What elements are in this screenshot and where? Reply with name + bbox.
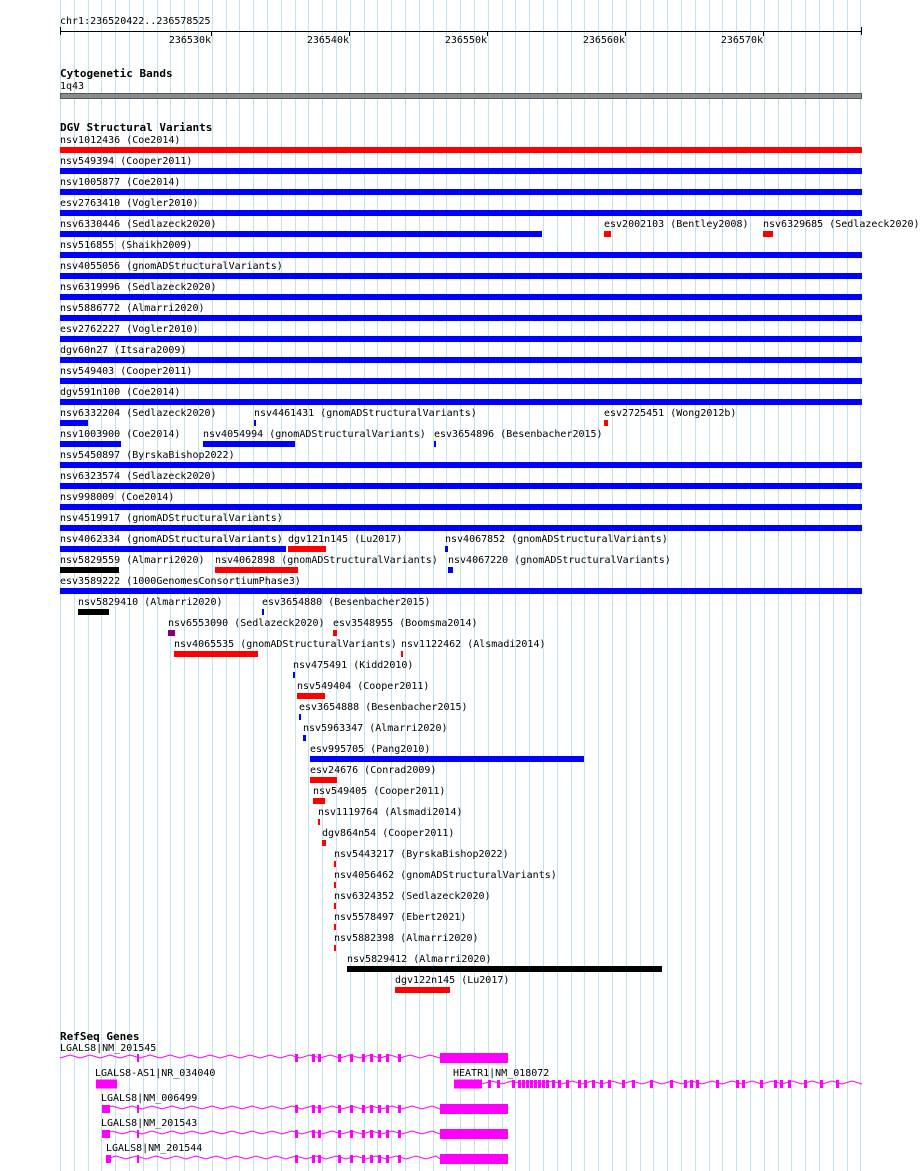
gene-exon[interactable] <box>518 1080 521 1088</box>
sv-feature-label[interactable]: nsv6319996 (Sedlazeck2020) <box>60 282 217 293</box>
ruler-tick-label: 236560k <box>582 35 625 46</box>
grid-line <box>847 0 848 1171</box>
gene-exon[interactable] <box>566 1080 569 1088</box>
sv-feature-bar[interactable] <box>60 504 862 510</box>
grid-line <box>529 0 530 1171</box>
sv-feature-label[interactable]: nsv5450897 (ByrskaBishop2022) <box>60 450 235 461</box>
grid-line <box>488 0 489 1171</box>
gene-exon[interactable] <box>350 1155 353 1163</box>
sv-feature-label[interactable]: nsv475491 (Kidd2010) <box>293 660 414 671</box>
sv-feature-bar[interactable] <box>445 546 448 552</box>
grid-line <box>308 0 309 1171</box>
gene-exon[interactable] <box>378 1155 381 1163</box>
grid-line <box>364 0 365 1171</box>
gene-exon[interactable] <box>512 1080 515 1088</box>
gene-exon[interactable] <box>295 1130 298 1138</box>
sv-feature-label[interactable]: esv2762227 (Vogler2010) <box>60 324 199 335</box>
gene-exon[interactable] <box>696 1080 699 1088</box>
sv-feature-bar[interactable] <box>60 441 121 447</box>
gene-intron-line <box>102 1131 440 1134</box>
sv-feature-label[interactable]: nsv4056462 (gnomADStructuralVariants) <box>334 870 557 881</box>
sv-feature-bar[interactable] <box>322 840 326 846</box>
sv-feature-bar[interactable] <box>215 567 298 573</box>
gene-exon[interactable] <box>338 1105 341 1113</box>
sv-feature-label[interactable]: nsv1005877 (Coe2014) <box>60 177 181 188</box>
grid-line <box>391 0 392 1171</box>
sv-feature-bar[interactable] <box>604 420 608 426</box>
grid-line <box>474 0 475 1171</box>
gene-models <box>0 1030 890 1171</box>
sv-feature-label[interactable]: esv2002103 (Bentley2008) <box>604 219 749 230</box>
sv-feature-bar[interactable] <box>334 945 336 951</box>
locus-label: chr1:236520422..236578525 <box>60 16 211 27</box>
sv-feature-bar[interactable] <box>60 546 286 552</box>
sv-feature-label[interactable]: nsv4055056 (gnomADStructuralVariants) <box>60 261 283 272</box>
gene-exon[interactable] <box>820 1080 823 1088</box>
gene-exon[interactable] <box>318 1155 321 1163</box>
ruler-tick <box>211 31 212 36</box>
grid-line <box>377 0 378 1171</box>
sv-feature-label[interactable]: esv3548955 (Boomsma2014) <box>333 618 478 629</box>
grid-line <box>736 0 737 1171</box>
gene-exon[interactable] <box>780 1080 783 1088</box>
gene-exon[interactable] <box>440 1154 508 1164</box>
gene-exon[interactable] <box>350 1105 353 1113</box>
gene-exon[interactable] <box>102 1105 110 1113</box>
grid-line <box>612 0 613 1171</box>
gene-exon[interactable] <box>542 1080 545 1088</box>
gene-exon[interactable] <box>538 1080 541 1088</box>
sv-feature-bar[interactable] <box>60 483 862 489</box>
gene-exon[interactable] <box>386 1105 389 1113</box>
gene-label[interactable]: LGALS8|NM_201545 <box>60 1043 157 1054</box>
sv-feature-bar[interactable] <box>203 441 295 447</box>
sv-feature-label[interactable]: nsv5886772 (Almarri2020) <box>60 303 205 314</box>
sv-feature-label[interactable]: nsv549405 (Cooper2011) <box>313 786 446 797</box>
gene-exon[interactable] <box>106 1155 111 1163</box>
refseq-track-title: RefSeq Genes <box>60 1030 140 1043</box>
sv-feature-bar[interactable] <box>60 399 862 405</box>
gene-label[interactable]: LGALS8|NM_201543 <box>101 1118 198 1129</box>
gene-exon[interactable] <box>318 1130 321 1138</box>
sv-feature-label[interactable]: nsv1003900 (Coe2014) <box>60 429 181 440</box>
ruler-tick <box>487 31 488 36</box>
sv-feature-bar[interactable] <box>401 651 403 657</box>
sv-feature-bar[interactable] <box>262 609 264 615</box>
gene-label[interactable]: LGALS8|NM_201544 <box>106 1143 203 1154</box>
sv-feature-bar[interactable] <box>293 672 295 678</box>
sv-feature-label[interactable]: nsv4519917 (gnomADStructuralVariants) <box>60 513 283 524</box>
sv-feature-label[interactable]: esv3654880 (Besenbacher2015) <box>262 597 431 608</box>
gene-exon[interactable] <box>530 1080 533 1088</box>
gene-exon[interactable] <box>398 1105 401 1113</box>
gene-exon[interactable] <box>370 1130 373 1138</box>
grid-line <box>336 0 337 1171</box>
gene-exon[interactable] <box>386 1054 389 1062</box>
grid-line <box>833 0 834 1171</box>
grid-line <box>322 0 323 1171</box>
sv-feature-label[interactable]: dgv122n145 (Lu2017) <box>395 975 510 986</box>
gene-exon[interactable] <box>338 1054 341 1062</box>
sv-feature-label[interactable]: nsv5829412 (Almarri2020) <box>347 954 492 965</box>
grid-line <box>571 0 572 1171</box>
sv-feature-label[interactable]: nsv4067220 (gnomADStructuralVariants) <box>448 555 671 566</box>
sv-feature-bar[interactable] <box>78 609 109 615</box>
sv-feature-label[interactable]: nsv1122462 (Alsmadi2014) <box>401 639 546 650</box>
sv-feature-bar[interactable] <box>334 924 336 930</box>
sv-feature-label[interactable]: nsv6332204 (Sedlazeck2020) <box>60 408 217 419</box>
gene-exon[interactable] <box>350 1130 353 1138</box>
gene-label[interactable]: HEATR1|NM_018072 <box>453 1068 550 1079</box>
sv-feature-label[interactable]: nsv5963347 (Almarri2020) <box>303 723 448 734</box>
sv-feature-bar[interactable] <box>60 273 862 279</box>
gene-exon[interactable] <box>295 1155 298 1163</box>
dgv-track-title: DGV Structural Variants <box>60 121 213 134</box>
gene-exon[interactable] <box>362 1155 365 1163</box>
gene-exon[interactable] <box>386 1130 389 1138</box>
ruler-end-tick <box>861 27 862 35</box>
sv-feature-label[interactable]: nsv4062898 (gnomADStructuralVariants) <box>215 555 438 566</box>
sv-feature-bar[interactable] <box>434 441 436 447</box>
gene-exon[interactable] <box>440 1104 508 1114</box>
sv-feature-bar[interactable] <box>297 693 325 699</box>
gene-exon[interactable] <box>558 1080 561 1088</box>
gene-exon[interactable] <box>522 1080 525 1088</box>
ruler-tick-label: 236550k <box>444 35 487 46</box>
gene-exon[interactable] <box>670 1080 673 1088</box>
ruler-tick <box>763 31 764 36</box>
sv-feature-bar[interactable] <box>288 546 326 552</box>
gene-exon[interactable] <box>295 1105 298 1113</box>
sv-feature-label[interactable]: nsv6323574 (Sedlazeck2020) <box>60 471 217 482</box>
gene-exon[interactable] <box>836 1080 839 1088</box>
gene-exon[interactable] <box>338 1130 341 1138</box>
grid-line <box>460 0 461 1171</box>
sv-feature-bar[interactable] <box>60 210 862 216</box>
sv-feature-label[interactable]: nsv4054994 (gnomADStructuralVariants) <box>203 429 426 440</box>
sv-feature-bar[interactable] <box>448 567 453 573</box>
grid-line <box>626 0 627 1171</box>
gene-exon[interactable] <box>386 1155 389 1163</box>
ruler-tick <box>625 31 626 36</box>
gene-exon[interactable] <box>736 1080 739 1088</box>
grid-line <box>778 0 779 1171</box>
gene-exon[interactable] <box>774 1080 777 1088</box>
gene-exon[interactable] <box>137 1130 139 1138</box>
sv-feature-label[interactable]: nsv6553090 (Sedlazeck2020) <box>168 618 325 629</box>
gene-exon[interactable] <box>378 1130 381 1138</box>
sv-feature-label[interactable]: esv3589222 (1000GenomesConsortiumPhase3) <box>60 576 301 587</box>
grid-line <box>681 0 682 1171</box>
gene-exon[interactable] <box>350 1054 353 1062</box>
gene-exon[interactable] <box>398 1130 401 1138</box>
gene-exon[interactable] <box>362 1130 365 1138</box>
grid-line <box>653 0 654 1171</box>
gene-exon[interactable] <box>608 1080 611 1088</box>
gene-exon[interactable] <box>788 1080 791 1088</box>
grid-line <box>667 0 668 1171</box>
sv-feature-bar[interactable] <box>313 798 325 804</box>
gene-exon[interactable] <box>378 1105 381 1113</box>
gene-exon[interactable] <box>312 1155 315 1163</box>
gene-exon[interactable] <box>488 1080 491 1088</box>
gene-exon[interactable] <box>440 1053 508 1063</box>
gene-exon[interactable] <box>584 1080 587 1088</box>
sv-feature-bar[interactable] <box>604 231 611 237</box>
sv-feature-label[interactable]: nsv4062334 (gnomADStructuralVariants) <box>60 534 283 545</box>
sv-feature-bar[interactable] <box>310 777 337 783</box>
sv-feature-label[interactable]: dgv591n100 (Coe2014) <box>60 387 181 398</box>
sv-feature-label[interactable]: nsv5443217 (ByrskaBishop2022) <box>334 849 509 860</box>
sv-feature-label[interactable]: esv995705 (Pang2010) <box>310 744 431 755</box>
gene-exon[interactable] <box>497 1080 500 1088</box>
sv-feature-bar[interactable] <box>347 966 662 972</box>
sv-feature-bar[interactable] <box>174 651 258 657</box>
gene-exon[interactable] <box>526 1080 529 1088</box>
grid-line <box>722 0 723 1171</box>
sv-feature-label[interactable]: nsv1012436 (Coe2014) <box>60 135 181 146</box>
gene-exon[interactable] <box>137 1054 139 1062</box>
sv-feature-bar[interactable] <box>168 630 175 636</box>
gene-intron-line <box>106 1156 440 1159</box>
gene-intron-line <box>60 1055 440 1058</box>
ruler-tick <box>349 31 350 36</box>
sv-feature-bar[interactable] <box>60 231 542 237</box>
sv-feature-bar[interactable] <box>60 357 862 363</box>
sv-feature-bar[interactable] <box>395 987 450 993</box>
sv-feature-bar[interactable] <box>303 735 306 741</box>
sv-feature-label[interactable]: esv3654888 (Besenbacher2015) <box>299 702 468 713</box>
sv-feature-bar[interactable] <box>318 819 320 825</box>
sv-feature-label[interactable]: esv2725451 (Wong2012b) <box>604 408 737 419</box>
gene-exon[interactable] <box>546 1080 549 1088</box>
sv-feature-label[interactable]: nsv549403 (Cooper2011) <box>60 366 193 377</box>
cytoband-bar[interactable] <box>60 93 862 99</box>
sv-feature-label[interactable]: esv3654896 (Besenbacher2015) <box>434 429 603 440</box>
sv-feature-bar[interactable] <box>60 525 862 531</box>
sv-feature-label[interactable]: nsv4461431 (gnomADStructuralVariants) <box>254 408 477 419</box>
sv-feature-bar[interactable] <box>60 378 862 384</box>
sv-feature-label[interactable]: dgv60n27 (Itsara2009) <box>60 345 187 356</box>
gene-exon[interactable] <box>370 1105 373 1113</box>
sv-feature-label[interactable]: esv24676 (Conrad2009) <box>310 765 437 776</box>
sv-feature-bar[interactable] <box>60 147 862 153</box>
sv-feature-label[interactable]: esv2763410 (Vogler2010) <box>60 198 199 209</box>
gene-exon[interactable] <box>804 1080 807 1088</box>
gene-exon[interactable] <box>592 1080 595 1088</box>
cytoband-track-title: Cytogenetic Bands <box>60 67 173 80</box>
sv-feature-label[interactable]: nsv516855 (Shaikh2009) <box>60 240 193 251</box>
sv-feature-bar[interactable] <box>310 756 584 762</box>
gene-exon[interactable] <box>716 1080 719 1088</box>
grid-line <box>805 0 806 1171</box>
grid-line <box>764 0 765 1171</box>
sv-feature-label[interactable]: nsv1119764 (Alsmadi2014) <box>318 807 463 818</box>
sv-feature-label[interactable]: nsv6329685 (Sedlazeck2020) <box>763 219 920 230</box>
gene-exon[interactable] <box>312 1105 315 1113</box>
grid-line <box>405 0 406 1171</box>
sv-feature-label[interactable]: nsv5829559 (Almarri2020) <box>60 555 205 566</box>
grid-line <box>515 0 516 1171</box>
sv-feature-bar[interactable] <box>60 420 88 426</box>
gene-exon[interactable] <box>102 1130 110 1138</box>
grid-line <box>860 0 861 1171</box>
grid-line <box>557 0 558 1171</box>
gene-exon[interactable] <box>96 1080 117 1089</box>
gene-exon[interactable] <box>312 1054 315 1062</box>
gene-exon[interactable] <box>632 1080 635 1088</box>
sv-feature-bar[interactable] <box>60 462 862 468</box>
sv-feature-bar[interactable] <box>334 903 336 909</box>
sv-feature-label[interactable]: nsv549404 (Cooper2011) <box>297 681 430 692</box>
gene-exon[interactable] <box>398 1054 401 1062</box>
gene-exon[interactable] <box>318 1054 321 1062</box>
sv-feature-label[interactable]: dgv864n54 (Cooper2011) <box>322 828 455 839</box>
gene-exon[interactable] <box>295 1054 298 1062</box>
grid-line <box>640 0 641 1171</box>
sv-feature-bar[interactable] <box>60 336 862 342</box>
cytoband-label: 1q43 <box>60 81 85 92</box>
grid-line <box>446 0 447 1171</box>
sv-feature-bar[interactable] <box>60 294 862 300</box>
sv-feature-bar[interactable] <box>763 231 773 237</box>
ruler-axis <box>60 31 862 32</box>
grid-line <box>750 0 751 1171</box>
grid-line <box>419 0 420 1171</box>
gene-exon[interactable] <box>440 1129 508 1139</box>
grid-line <box>819 0 820 1171</box>
grid-line <box>350 0 351 1171</box>
gene-exon[interactable] <box>378 1054 381 1062</box>
grid-line <box>709 0 710 1171</box>
grid-line <box>502 0 503 1171</box>
sv-feature-bar[interactable] <box>60 189 862 195</box>
gene-exon[interactable] <box>454 1080 482 1089</box>
grid-line <box>584 0 585 1171</box>
sv-feature-bar[interactable] <box>334 861 336 867</box>
sv-feature-bar[interactable] <box>60 315 862 321</box>
gene-exon[interactable] <box>690 1080 693 1088</box>
sv-feature-label[interactable]: nsv5829410 (Almarri2020) <box>78 597 223 608</box>
sv-feature-bar[interactable] <box>60 168 862 174</box>
ruler-tick-label: 236540k <box>306 35 349 46</box>
sv-feature-bar[interactable] <box>299 714 301 720</box>
gene-exon[interactable] <box>578 1080 581 1088</box>
sv-feature-label[interactable]: nsv6324352 (Sedlazeck2020) <box>334 891 491 902</box>
gene-exon[interactable] <box>398 1155 401 1163</box>
ruler-tick-label: 236570k <box>720 35 763 46</box>
sv-feature-bar[interactable] <box>254 420 256 426</box>
gene-exon[interactable] <box>137 1105 139 1113</box>
sv-feature-label[interactable]: nsv4067852 (gnomADStructuralVariants) <box>445 534 668 545</box>
gene-exon[interactable] <box>338 1155 341 1163</box>
sv-feature-label[interactable]: nsv6330446 (Sedlazeck2020) <box>60 219 217 230</box>
gene-intron-line <box>102 1106 440 1109</box>
gene-exon[interactable] <box>318 1105 321 1113</box>
gene-exon[interactable] <box>137 1155 139 1163</box>
sv-feature-label[interactable]: nsv5578497 (Ebert2021) <box>334 912 467 923</box>
gene-exon[interactable] <box>534 1080 537 1088</box>
gene-exon[interactable] <box>650 1080 653 1088</box>
sv-feature-label[interactable]: nsv4065535 (gnomADStructuralVariants) <box>174 639 397 650</box>
ruler-start-tick <box>60 27 61 35</box>
grid-line <box>695 0 696 1171</box>
sv-feature-label[interactable]: dgv121n145 (Lu2017) <box>288 534 403 545</box>
gene-exon[interactable] <box>760 1080 763 1088</box>
sv-feature-bar[interactable] <box>60 588 862 594</box>
gene-exon[interactable] <box>362 1054 365 1062</box>
gene-exon[interactable] <box>600 1080 603 1088</box>
gene-exon[interactable] <box>552 1080 555 1088</box>
gene-exon[interactable] <box>742 1080 745 1088</box>
sv-feature-label[interactable]: nsv998009 (Coe2014) <box>60 492 175 503</box>
gene-exon[interactable] <box>370 1054 373 1062</box>
sv-feature-bar[interactable] <box>60 567 119 573</box>
gene-exon[interactable] <box>622 1080 625 1088</box>
grid-line <box>543 0 544 1171</box>
grid-line <box>791 0 792 1171</box>
gene-label[interactable]: LGALS8-AS1|NR_034040 <box>95 1068 216 1079</box>
grid-line <box>433 0 434 1171</box>
gene-exon[interactable] <box>684 1080 687 1088</box>
sv-feature-bar[interactable] <box>334 882 336 888</box>
grid-line <box>598 0 599 1171</box>
sv-feature-label[interactable]: nsv549394 (Cooper2011) <box>60 156 193 167</box>
ruler-tick-label: 236530k <box>168 35 211 46</box>
sv-feature-bar[interactable] <box>333 630 337 636</box>
gene-exon[interactable] <box>312 1130 315 1138</box>
sv-feature-bar[interactable] <box>60 252 862 258</box>
gene-label[interactable]: LGALS8|NM_006499 <box>101 1093 198 1104</box>
gene-exon[interactable] <box>362 1105 365 1113</box>
sv-feature-label[interactable]: nsv5882398 (Almarri2020) <box>334 933 479 944</box>
gene-exon[interactable] <box>370 1155 373 1163</box>
